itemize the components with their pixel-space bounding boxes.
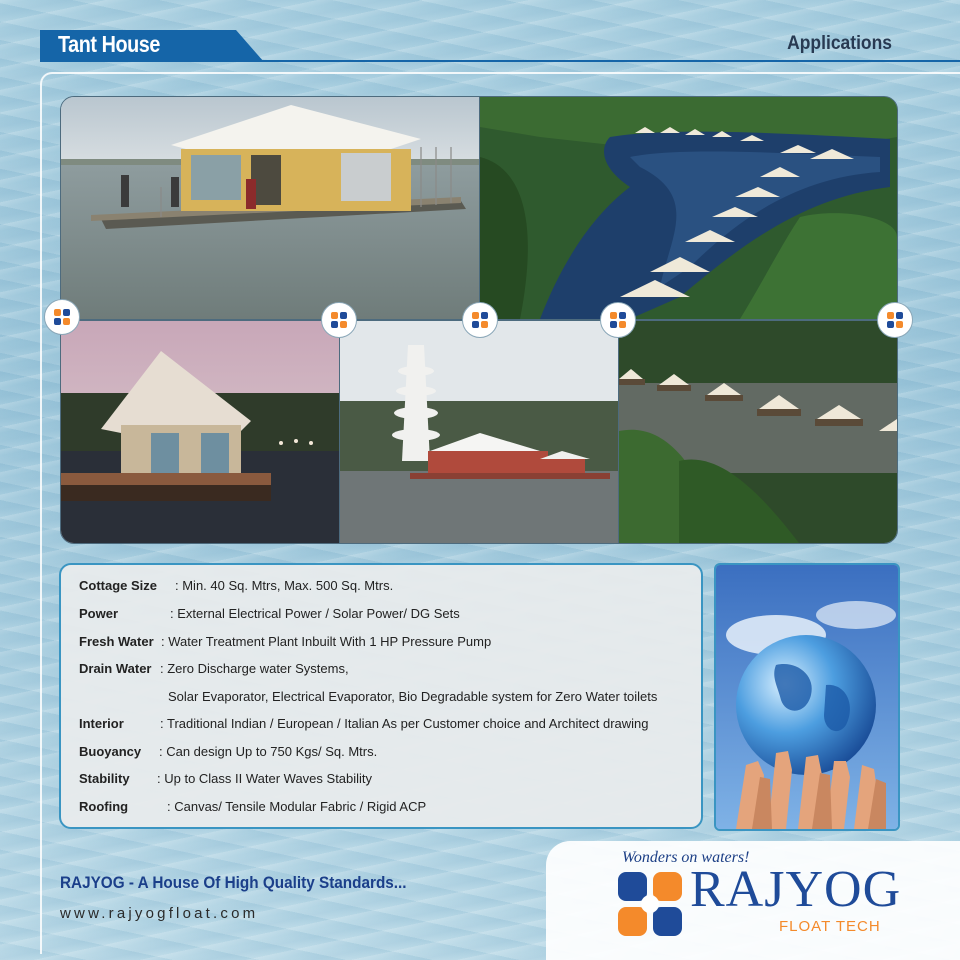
spec-value: : Canvas/ Tensile Modular Fabric / Rigid ACP — [167, 799, 427, 814]
logo-slogan: Wonders on waters! — [622, 849, 750, 866]
spec-value: : Traditional Indian / European / Italian As per Customer choice and Architect drawing — [160, 716, 649, 731]
logo-badge-icon — [877, 302, 913, 338]
spec-row-stability — [79, 771, 373, 786]
spec-row-interior — [79, 716, 649, 731]
rajyog-logo-mark-icon — [618, 872, 682, 936]
photo-river-tent-row — [618, 320, 898, 544]
photo-floating-house-tower — [339, 320, 619, 544]
spec-row-power — [79, 606, 460, 621]
footer-tagline: RAJYOG - A House Of High Quality Standards... — [60, 873, 407, 892]
spec-row-roofing — [79, 799, 427, 814]
spec-key: Stability — [79, 771, 130, 786]
photo-floating-tent-construction — [60, 96, 480, 320]
logo-badge-icon — [321, 302, 357, 338]
specifications-box — [59, 563, 703, 829]
spec-value: : External Electrical Power / Solar Power/ DG Sets — [170, 606, 460, 621]
header-rule — [40, 60, 960, 62]
spec-key: Fresh Water — [79, 634, 154, 649]
photo-river-tent-resort-aerial — [479, 96, 898, 320]
spec-row-drain-water — [79, 661, 349, 676]
spec-value: : Water Treatment Plant Inbuilt With 1 HP Pressure Pump — [161, 634, 492, 649]
spec-key: Drain Water — [79, 661, 152, 676]
spec-row-buoyancy — [79, 744, 378, 759]
spec-value: Solar Evaporator, Electrical Evaporator, Bio Degradable system for Zero Water toilets — [168, 689, 658, 704]
spec-key: Buoyancy — [79, 744, 142, 759]
page-title: Tant House — [58, 31, 160, 57]
spec-key: Power — [79, 606, 119, 621]
photo-globe-hands — [714, 563, 900, 831]
photo-tent-cottage-dusk — [60, 320, 340, 544]
logo-wordmark: RAJYOG — [690, 861, 902, 918]
section-heading: Applications — [787, 33, 892, 54]
logo-badge-icon — [600, 302, 636, 338]
spec-value: : Min. 40 Sq. Mtrs, Max. 500 Sq. Mtrs. — [175, 578, 394, 593]
logo-badge-icon — [44, 299, 80, 335]
website-link[interactable]: www.rajyogfloat.com — [60, 905, 259, 922]
spec-key: Interior — [79, 716, 124, 731]
spec-value: : Can design Up to 750 Kgs/ Sq. Mtrs. — [159, 744, 378, 759]
logo-badge-icon — [462, 302, 498, 338]
spec-value: : Zero Discharge water Systems, — [160, 661, 349, 676]
spec-key: Cottage Size — [79, 578, 158, 593]
spec-row-cottage-size — [79, 578, 394, 593]
spec-value: : Up to Class II Water Waves Stability — [157, 771, 373, 786]
logo-subtitle: FLOAT TECH — [779, 918, 881, 935]
spec-row-fresh-water — [79, 634, 492, 649]
spec-key: Roofing — [79, 799, 129, 814]
